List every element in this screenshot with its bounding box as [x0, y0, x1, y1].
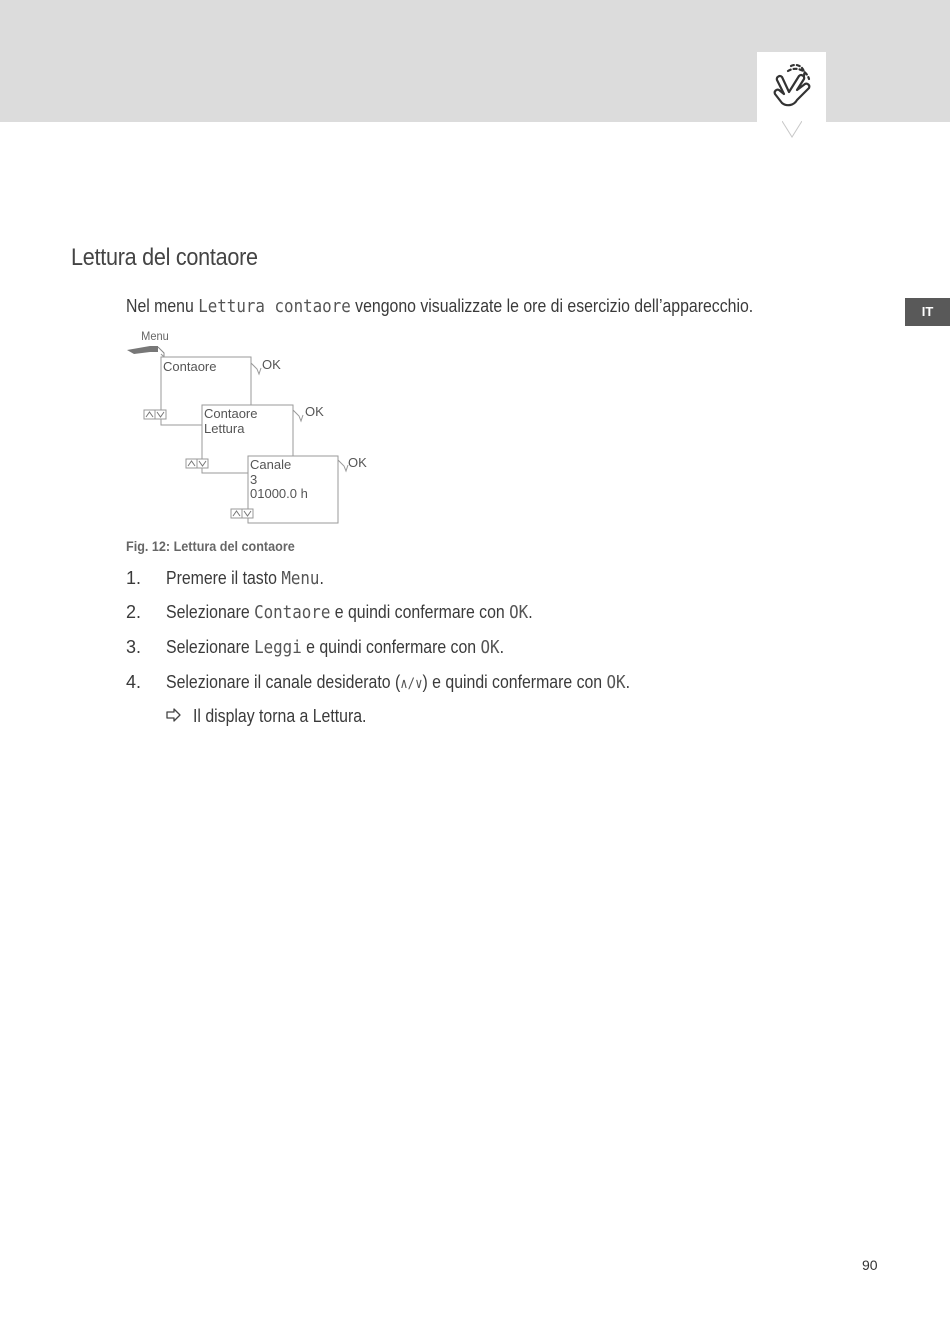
hand-tab	[757, 52, 826, 122]
ok-press-icon	[293, 410, 303, 421]
step-text: .	[319, 568, 324, 588]
step-text: .	[499, 637, 505, 657]
step-text: Premere il tasto	[166, 568, 282, 588]
intro-text-after: vengono visualizzate le ore di esercizio dell’apparecchio.	[350, 296, 754, 316]
screen3-line3: 01000.0 h	[250, 486, 308, 501]
step-text: Selezionare il canale desiderato (	[166, 672, 401, 692]
up-down-arrow-keys	[186, 459, 208, 468]
step-text: ) e quindi confermare con	[422, 672, 607, 692]
up-down-arrow-keys	[231, 509, 253, 518]
step-number: 3.	[126, 637, 142, 657]
screen3-ok: OK	[348, 455, 367, 470]
screen2-line1: Contaore	[204, 406, 258, 421]
step-number: 1.	[126, 568, 142, 588]
step-text: .	[625, 672, 631, 692]
intro-menu-code: Lettura contaore	[198, 296, 351, 317]
ok-press-icon	[338, 460, 348, 471]
screen1-line1: Contaore	[163, 359, 217, 374]
figure-caption: Fig. 12: Lettura del contaore	[126, 538, 295, 554]
step-text: e quindi confermare con	[330, 602, 510, 622]
ok-press-icon	[251, 363, 261, 374]
screen3-line2: 3	[250, 472, 258, 487]
touch-hand-icon	[769, 60, 813, 112]
section-title: Lettura del contaore	[71, 244, 258, 271]
page-number: 90	[862, 1257, 878, 1273]
screen2-line2: Lettura	[204, 421, 245, 436]
menu-label: Menu	[141, 330, 169, 344]
screen3-line1: Canale	[250, 457, 292, 472]
step-text: Selezionare	[166, 637, 255, 657]
step-number: 2.	[126, 602, 142, 622]
up-down-symbols: ∧/∨	[400, 676, 423, 692]
result-text: Il display torna a Lettura.	[193, 706, 367, 726]
language-tab: IT	[905, 298, 950, 326]
step-text: .	[528, 602, 533, 622]
step-number: 4.	[126, 672, 142, 692]
menu-diagram	[120, 326, 380, 528]
up-down-arrow-keys	[144, 410, 166, 419]
step-text: e quindi confermare con	[301, 637, 481, 657]
step-code: Leggi	[254, 637, 302, 658]
tab-pointer	[782, 121, 802, 139]
step-code: OK	[480, 637, 500, 658]
step-code: Contaore	[254, 602, 331, 623]
step-text: Selezionare	[166, 602, 255, 622]
screen2-ok: OK	[305, 404, 324, 419]
intro-text-before: Nel menu	[126, 296, 199, 316]
intro-paragraph	[126, 296, 753, 317]
result-arrow-icon	[166, 708, 182, 722]
step-code: OK	[606, 672, 626, 693]
step-code: OK	[509, 602, 529, 623]
screen1-ok: OK	[262, 357, 281, 372]
step-code: Menu	[281, 568, 320, 589]
